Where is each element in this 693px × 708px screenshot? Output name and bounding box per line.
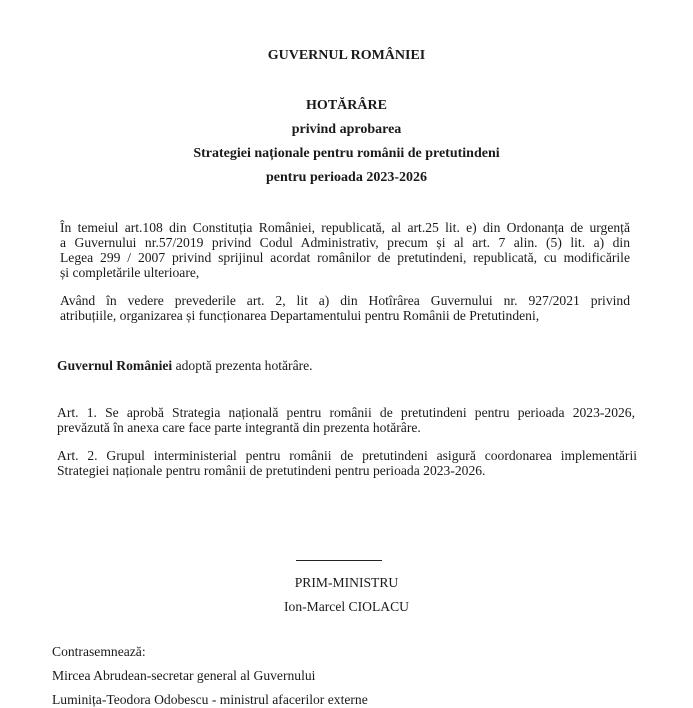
adoption-text: adoptă prezenta hotărâre. (172, 358, 313, 373)
countersigner: Mircea Abrudean-secretar general al Guvernului (52, 668, 316, 683)
article-1-line: Art. 1. Se aprobă Strategia națională pentru românii de pretutindeni pentru perioada 2023-2026, (57, 405, 635, 420)
government-header: GUVERNUL ROMÂNIEI (267, 48, 426, 63)
article-2-line: Art. 2. Grupul interministerial pentru românii de pretutindeni asigură coordonarea implementării (57, 448, 637, 463)
article-2 (57, 448, 637, 478)
government-subject: Guvernul României (57, 358, 173, 373)
signer-role: PRIM-MINISTRU (294, 575, 399, 590)
countersign-heading: Contrasemnează: (52, 644, 146, 659)
signature-line (296, 560, 382, 561)
preamble-1-line: Legea 299 / 2007 privind sprijinul acordat românilor de pretutindeni, republicată, cu modificările (60, 250, 630, 265)
preamble-1-line: În temeiul art.108 din Constituția României, republicată, al art.25 lit. e) din Ordonanța de urgență (60, 220, 630, 235)
article-1 (57, 405, 635, 435)
preamble-1-line: a Guvernului nr.57/2019 privind Codul Administrativ, precum și al art. 7 alin. (5) lit. a) din (60, 235, 630, 250)
title-line-2: Strategiei naționale pentru românii de pretutindeni (193, 146, 500, 161)
preamble-paragraph-1 (60, 220, 630, 280)
title-line-1: privind aprobarea (291, 122, 402, 137)
title-line-3: pentru perioada 2023-2026 (266, 170, 427, 185)
preamble-1-line: și completările ulterioare, (60, 265, 200, 280)
doc-type-title: HOTĂRÂRE (306, 98, 387, 113)
article-1-line: prevăzută în anexa care face parte integrantă din prezenta hotărâre. (57, 420, 421, 435)
article-2-line: Strategiei naționale pentru românii de pretutindeni pentru perioada 2023-2026. (57, 463, 486, 478)
signer-name: Ion-Marcel CIOLACU (284, 599, 409, 614)
preamble-2-line: atribuțiile, organizarea și funcționarea Departamentului pentru Românii de Pretutindeni, (60, 308, 540, 323)
adoption-statement (57, 358, 313, 374)
countersigner: Luminița-Teodora Odobescu - ministrul afacerilor externe (52, 692, 368, 707)
preamble-paragraph-2 (60, 293, 630, 323)
preamble-2-line: Având în vedere prevederile art. 2, lit a) din Hotîrârea Guvernului nr. 927/2021 privind (60, 293, 630, 308)
